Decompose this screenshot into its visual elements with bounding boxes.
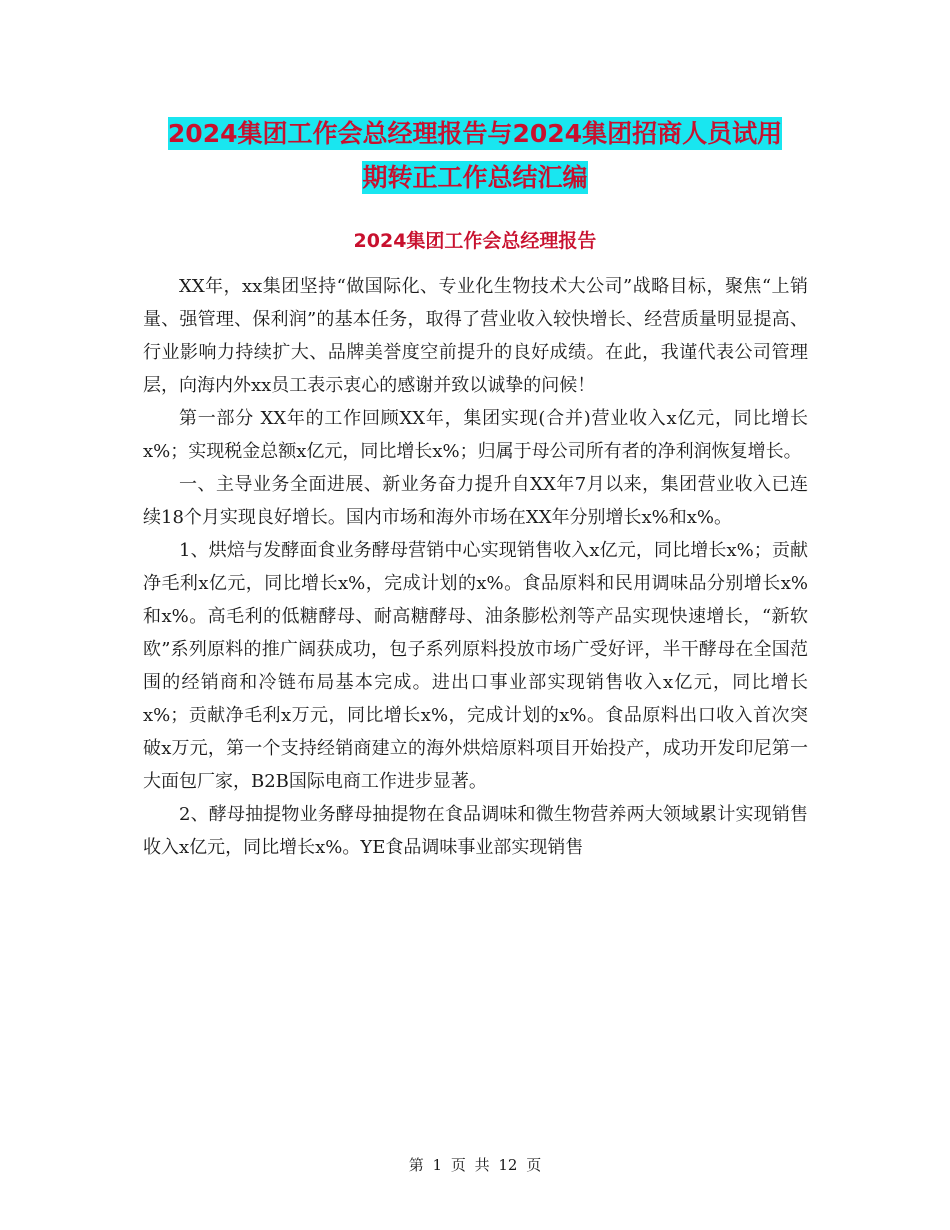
document-title-line-1 [0, 114, 950, 150]
document-body [143, 270, 808, 864]
document-title-line-2 [0, 158, 950, 194]
paragraph-2: 第一部分 XX年的工作回顾XX年，集团实现(合并)营业收入x亿元，同比增长x%；实现税金总额x亿元，同比增长x%；归属于母公司所有者的净利润恢复增长。 [143, 408, 808, 462]
page-footer: 第 1 页 共 12 页 [408, 1156, 542, 1174]
paragraph-3: 一、主导业务全面进展、新业务奋力提升自XX年7月以来，集团营业收入已连续18个月实现良好增长。国内市场和海外市场在XX年分别增长x%和x%。 [143, 474, 808, 528]
paragraph-4: 1、烘焙与发酵面食业务酵母营销中心实现销售收入x亿元，同比增长x%；贡献净毛利x亿元，同比增长x%，完成计划的x%。食品原料和民用调味品分别增长x%和x%。高毛利的低糖酵母、耐高糖酵母、油条膨松剂等产品实现快速增长，“新软欧”系列原料的推广阔获成功，包子系列原料投放市场广受好评，半干酵母在全国范围的经销商和冷链布局基本完成。进出口事业部实现销售收入x亿元，同比增长x%；贡献净毛利x万元，同比增长x%，完成计划的x%。食品原料出口收入首次突破x万元，第一个支持经销商建立的海外烘焙原料项目开始投产，成功开发印尼第一大面包厂家，B2B国际电商工作进步显著。 [143, 540, 808, 792]
paragraph-5: 2、酵母抽提物业务酵母抽提物在食品调味和微生物营养两大领域累计实现销售收入x亿元，同比增长x%。YE食品调味事业部实现销售 [143, 804, 808, 858]
paragraph-1: XX年，xx集团坚持“做国际化、专业化生物技术大公司”战略目标，聚焦“上销量、强管理、保利润”的基本任务，取得了营业收入较快增长、经营质量明显提高、行业影响力持续扩大、品牌美誉度空前提升的良好成绩。在此，我谨代表公司管理层，向海内外xx员工表示衷心的感谢并致以诚挚的问候！ [143, 276, 808, 396]
title-highlight: 期转正工作总结汇编 [362, 163, 588, 192]
section-title: 2024集团工作会总经理报告 [353, 230, 597, 252]
title-highlight: 2024集团工作会总经理报告与2024集团招商人员试用 [167, 119, 783, 148]
